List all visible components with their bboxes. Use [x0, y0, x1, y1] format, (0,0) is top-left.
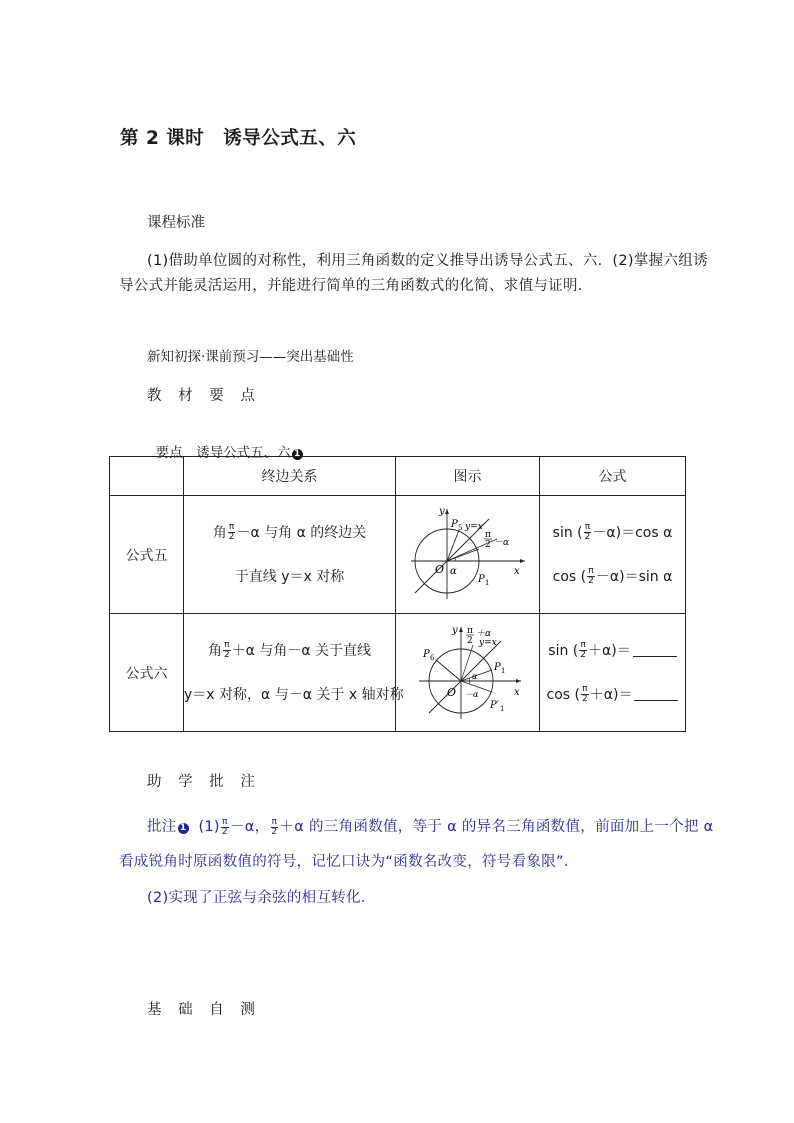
annotation-marker[interactable]: 1 [178, 823, 189, 834]
relation-line-2: 于直线 y＝x 对称 [234, 568, 345, 585]
pi-den: 2 [484, 539, 491, 550]
angle-label: ＋α [475, 628, 491, 639]
relation-line-1: 角 $\frac{\pi}{2}$ ＋α 与角－α 关于直线 [207, 640, 372, 660]
pi-over-2-fraction: $\frac{\pi}{2}$ [271, 816, 278, 837]
standard-heading: 课程标准 [147, 215, 205, 231]
x-label: x [513, 565, 520, 577]
svg-text:1: 1 [484, 578, 489, 587]
y-label: y [451, 624, 458, 636]
pi-over-2-fraction: $\frac{\pi}{2}$ [223, 640, 230, 660]
p5-label: P [450, 518, 458, 530]
pi-over-2-fraction: $\frac{\pi}{2}$ [584, 522, 591, 542]
line-label: y=x [478, 637, 497, 648]
svg-text:1: 1 [500, 666, 505, 675]
pi-over-2-fraction: $\frac{\pi}{2}$ [580, 640, 586, 660]
formula-cell [540, 496, 686, 614]
note-line-1: 批注 1 (1) $\frac{\pi}{2}$ －α， $\frac{\pi}{2}$ ＋α 的三角函数值，等于 α 的异名三角函数值，前面加上一个把 α [147, 816, 714, 837]
p1-prime-label: P′ [489, 699, 499, 711]
unit-circle-diagram-five [403, 503, 533, 603]
formula-five-cos: cos ( $\frac{\pi}{2}$ －α)＝sin α [552, 566, 673, 586]
formula-cell [540, 614, 686, 732]
formula-table [109, 456, 686, 732]
preview-heading: 新知初探·课前预习——突出基础性 [147, 349, 354, 365]
p6-label: P [422, 648, 430, 660]
textbook-points-heading: 教 材 要 点 [147, 388, 261, 404]
alpha-label: α [471, 671, 477, 681]
unit-circle-diagram-six [403, 619, 533, 723]
alpha-label: α [449, 565, 457, 577]
x-label: x [513, 686, 520, 698]
diagram-cell [396, 614, 540, 732]
answer-blank[interactable] [633, 642, 677, 657]
pi-over-2-fraction: $\frac{\pi}{2}$ [582, 684, 588, 704]
svg-text:6: 6 [429, 653, 434, 662]
formula-six-sin: sin ( $\frac{\pi}{2}$ ＋α)＝ [540, 629, 685, 673]
svg-text:5: 5 [457, 523, 462, 532]
pi-num: π [484, 529, 491, 540]
ray-p6 [436, 660, 461, 681]
origin-label: O [434, 562, 444, 576]
table-row [110, 496, 686, 614]
header-formula: 公式 [540, 457, 686, 496]
formula-five-sin: sin ( $\frac{\pi}{2}$ －α)＝cos α [552, 522, 673, 542]
lesson-title: 第 2 课时 诱导公式五、六 [120, 128, 357, 149]
relation-line-2: y＝x 对称，α 与－α 关于 x 轴对称 [184, 686, 404, 703]
formula-six-cos: cos ( $\frac{\pi}{2}$ ＋α)＝ [540, 673, 685, 717]
p1-label: P [493, 661, 501, 673]
self-test-heading: 基 础 自 测 [147, 1002, 261, 1018]
row-name: 公式五 [110, 496, 184, 614]
p1-label: P [477, 573, 485, 585]
y-label: y [438, 505, 445, 517]
origin-label: O [446, 685, 456, 699]
standard-line-2: 导公式并能灵活运用，并能进行简单的三角函数式的化简、求值与证明． [119, 278, 593, 294]
svg-text:1: 1 [499, 704, 504, 713]
neg-alpha-label: －α [464, 689, 478, 699]
annotation-marker[interactable]: 1 [292, 449, 303, 460]
pi-over-2-fraction: $\frac{\pi}{2}$ [221, 816, 228, 837]
note-line-3: (2)实现了正弦与余弦的相互转化． [147, 890, 376, 906]
table-row [110, 614, 686, 732]
pi-den: 2 [466, 635, 473, 646]
angle-label: －α [493, 537, 509, 548]
answer-blank[interactable] [634, 686, 678, 701]
header-diagram: 图示 [396, 457, 540, 496]
line-label: y=x [464, 521, 483, 532]
notes-heading: 助 学 批 注 [147, 774, 261, 790]
pi-over-2-fraction: $\frac{\pi}{2}$ [228, 522, 235, 542]
row-name: 公式六 [110, 614, 184, 732]
pi-num: π [466, 625, 473, 636]
header-relation: 终边关系 [184, 457, 396, 496]
relation-cell [184, 496, 396, 614]
point-label-text: 要点 诱导公式五、六 [155, 445, 291, 461]
relation-line-1: 角 $\frac{\pi}{2}$ －α 与角 α 的终边关 [212, 522, 367, 542]
table-header-row [110, 457, 686, 496]
pi-over-2-fraction: $\frac{\pi}{2}$ [588, 566, 594, 586]
relation-cell [184, 614, 404, 732]
diagram-cell [396, 496, 540, 614]
note-line-2: 看成锐角时原函数值的符号，记忆口诀为“函数名改变，符号看象限”． [119, 854, 579, 870]
standard-line-1: (1)借助单位圆的对称性，利用三角函数的定义推导出诱导公式五、六．(2)掌握六组诱 [147, 253, 708, 269]
header-empty [110, 457, 184, 496]
